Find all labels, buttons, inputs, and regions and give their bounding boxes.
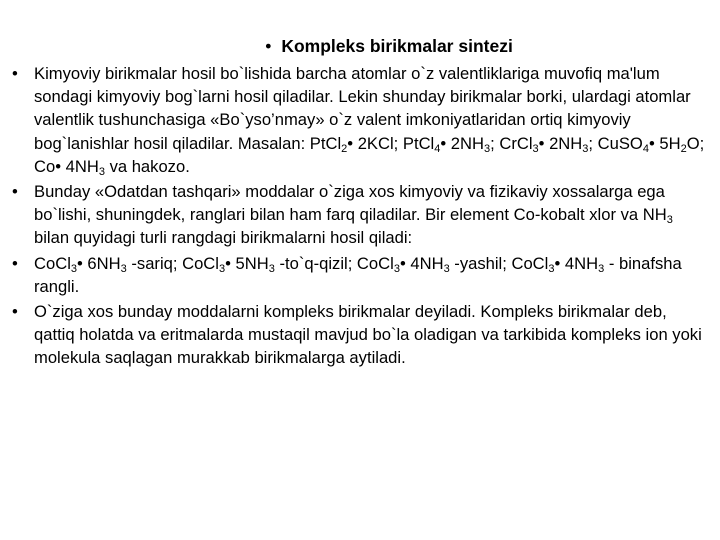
bullet-item-3 xyxy=(8,252,706,298)
bullet-4-text: O`ziga xos bunday moddalarni kompleks birikmalar deyiladi. Kompleks birikmalar deb, qattiq holatda va eritmalarda mustaqil mavjud bo`la oladigan va tarkibida kompleks ion yoki molekula saqlagan murakkab birikmalarga aytiladi. xyxy=(34,302,702,368)
bullet-2-ending: bilan quyidagi turli rangdagi birikmalarni hosil qiladi: xyxy=(34,228,413,248)
color-formula-1: CoCl$_3$• $6NH_3$ xyxy=(34,253,127,275)
color-label-3: -yashil; xyxy=(449,253,512,273)
bullet-2-formula: $NH_3$ xyxy=(642,205,673,227)
bullet-item-2 xyxy=(8,180,706,250)
color-label-2: -to`q-qizil; xyxy=(274,253,357,273)
bullet-2-text: Bunday «Odatdan tashqari» moddalar o`ziga xos kimyoviy va fizikaviy xossalarga ega bo`lishi, shuningdek, ranglari bilan ham farq qiladilar. Bir element Co-kobalt xlor va xyxy=(34,182,665,225)
color-formula-3: CoCl$_3$• $4NH_3$ xyxy=(356,253,450,275)
slide-title xyxy=(8,34,706,58)
bullet-item-1 xyxy=(8,62,706,178)
color-formula-4: CoCl$_3$• $4NH_3$ xyxy=(511,253,605,275)
title-bullet: • xyxy=(265,36,272,56)
bullet-list xyxy=(8,62,706,370)
color-label-4: - binafsha rangli. xyxy=(34,253,682,296)
color-formula-2: CoCl$_3$• $5NH_3$ xyxy=(182,253,275,275)
title-text: Kompleks birikmalar sintezi xyxy=(281,36,513,56)
bullet-1-ending: va hakozo. xyxy=(104,156,190,176)
bullet-1-text: Kimyoviy birikmalar hosil bo`lishida barcha atomlar o`z valentliklariga muvofiq ma'lum sondagi kimyoviy bog`larni hosil qiladilar. Lekin shunday birikmalar borki, ulardagi atomlar valentlik tushunchasiga «Bo`yso’nmay» o`z valent imkoniyatlaridan ortiq kimyoviy bog`lanishlar hosil qiladilar. Masalan: xyxy=(34,64,691,153)
color-label-1: -sariq; xyxy=(126,253,183,273)
bullet-item-4 xyxy=(8,300,706,370)
bullet-1-formulas: PtCl$_2$• 2KCl; PtCl$_4$• $2NH_3$; CrCl$_3$• $2NH_3$; CuSO$_4$• $5H_2O$; Co• $4NH_3$ xyxy=(34,133,705,178)
